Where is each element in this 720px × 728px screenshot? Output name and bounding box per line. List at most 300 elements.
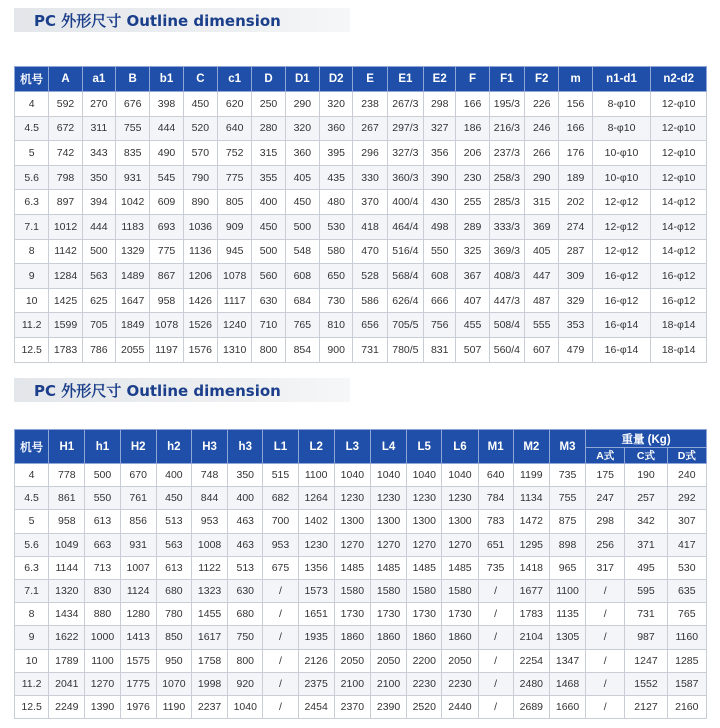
table-cell: 958 — [49, 510, 85, 533]
table-cell: 1078 — [218, 264, 252, 289]
table-cell: 861 — [49, 487, 85, 510]
table-cell: 5.6 — [15, 533, 49, 556]
table-cell: 765 — [667, 603, 706, 626]
table-cell: 292 — [667, 487, 706, 510]
table-cell: 490 — [150, 141, 183, 166]
table-cell: 1402 — [298, 510, 334, 533]
table-cell: 12-φ10 — [651, 92, 707, 117]
table-cell: 1142 — [49, 239, 82, 264]
table-cell: 400/4 — [387, 190, 423, 215]
table-cell: 1160 — [667, 626, 706, 649]
table-cell: 931 — [120, 533, 156, 556]
table-cell: 1849 — [116, 313, 150, 338]
table-cell: 626/4 — [387, 288, 423, 313]
table-cell: 548 — [285, 239, 319, 264]
table-cell: 1078 — [150, 313, 183, 338]
table-cell: 11.2 — [15, 672, 49, 695]
table-cell: 500 — [85, 464, 120, 487]
table-cell: 14-φ12 — [651, 190, 707, 215]
table-cell: 1485 — [370, 556, 406, 579]
table-cell: 444 — [82, 214, 115, 239]
table-cell: 463 — [228, 533, 263, 556]
table-cell: 369/3 — [489, 239, 524, 264]
table-cell: 2375 — [298, 672, 334, 695]
table-cell: 250 — [252, 92, 285, 117]
table-cell: 731 — [353, 337, 387, 362]
table-cell: 1124 — [120, 579, 156, 602]
table-cell: 390 — [424, 165, 456, 190]
table-cell: 1117 — [218, 288, 252, 313]
table-cell: 256 — [586, 533, 625, 556]
table-cell: 290 — [285, 92, 319, 117]
table-cell: 1036 — [183, 214, 217, 239]
table-row — [15, 487, 707, 510]
table-cell: 1976 — [120, 695, 156, 718]
table-cell: 480 — [320, 190, 353, 215]
table-cell: 798 — [49, 165, 82, 190]
weight-subheader: C式 — [625, 448, 667, 464]
table-cell: 563 — [156, 533, 191, 556]
table-cell: 1264 — [298, 487, 334, 510]
table-cell: 2050 — [334, 649, 370, 672]
table-cell: / — [478, 626, 513, 649]
table1-header-cell: F2 — [525, 67, 559, 92]
table-cell: 931 — [116, 165, 150, 190]
table-cell: 742 — [49, 141, 82, 166]
table1-header-cell: F1 — [489, 67, 524, 92]
table-cell: 280 — [252, 116, 285, 141]
table-cell: 1300 — [370, 510, 406, 533]
table-cell: 450 — [183, 92, 217, 117]
table-cell: 1575 — [120, 649, 156, 672]
table-cell: 298 — [424, 92, 456, 117]
table-row — [15, 510, 707, 533]
table-cell: 1000 — [85, 626, 120, 649]
table-cell: 1284 — [49, 264, 82, 289]
table-cell: 1390 — [85, 695, 120, 718]
table-cell: 950 — [156, 649, 191, 672]
table-cell: 7.1 — [15, 214, 49, 239]
table-cell: 5 — [15, 510, 49, 533]
outline-dimension-table-2 — [14, 429, 707, 719]
table-cell: 528 — [353, 264, 387, 289]
table-cell: 175 — [586, 464, 625, 487]
table-cell: 1485 — [442, 556, 478, 579]
table-cell: 2104 — [513, 626, 549, 649]
table-cell: 568/4 — [387, 264, 423, 289]
table-cell: 237/3 — [489, 141, 524, 166]
table-cell: 202 — [559, 190, 592, 215]
table-cell: / — [263, 603, 298, 626]
table1-header-cell: D2 — [320, 67, 353, 92]
table-cell: 9 — [15, 626, 49, 649]
table-cell: 398 — [150, 92, 183, 117]
table-cell: 560 — [252, 264, 285, 289]
table-cell: 1300 — [334, 510, 370, 533]
table-cell: 897 — [49, 190, 82, 215]
table-cell: 257 — [625, 487, 667, 510]
table-cell: 856 — [120, 510, 156, 533]
table-cell: 2055 — [116, 337, 150, 362]
table-cell: 1270 — [370, 533, 406, 556]
table-cell: 1758 — [191, 649, 227, 672]
table-cell: 1935 — [298, 626, 334, 649]
table-cell: 463 — [228, 510, 263, 533]
table-cell: 1860 — [334, 626, 370, 649]
table-cell: 755 — [116, 116, 150, 141]
table-cell: 2440 — [442, 695, 478, 718]
table-cell: 890 — [183, 190, 217, 215]
table-cell: 408/3 — [489, 264, 524, 289]
table-cell: 360/3 — [387, 165, 423, 190]
table-cell: 1730 — [334, 603, 370, 626]
table-cell: 226 — [525, 92, 559, 117]
table-cell: 371 — [625, 533, 667, 556]
table-cell: 356 — [424, 141, 456, 166]
table-cell: / — [478, 695, 513, 718]
table-cell: 1100 — [549, 579, 585, 602]
table-cell: 355 — [252, 165, 285, 190]
table-cell: 755 — [549, 487, 585, 510]
table-cell: 761 — [120, 487, 156, 510]
table-cell: 14-φ12 — [651, 214, 707, 239]
weight-subheader: A式 — [586, 448, 625, 464]
table-cell: 752 — [218, 141, 252, 166]
table-cell: 800 — [252, 337, 285, 362]
table-cell: 780/5 — [387, 337, 423, 362]
table-row — [15, 190, 707, 215]
table-cell: 1783 — [513, 603, 549, 626]
table2-header-cell: h1 — [85, 430, 120, 464]
table-row — [15, 579, 707, 602]
table-cell: 1622 — [49, 626, 85, 649]
table-cell: 5 — [15, 141, 49, 166]
table-cell: 1587 — [667, 672, 706, 695]
table2-header-cell: 机号 — [15, 430, 49, 464]
table-cell: 580 — [320, 239, 353, 264]
table-cell: 835 — [116, 141, 150, 166]
table-cell: 1295 — [513, 533, 549, 556]
table-cell: 500 — [285, 214, 319, 239]
table-cell: 285/3 — [489, 190, 524, 215]
table-cell: 705 — [82, 313, 115, 338]
table-cell: 1230 — [370, 487, 406, 510]
table-cell: 330 — [353, 165, 387, 190]
table-cell: 1134 — [513, 487, 549, 510]
table-cell: 563 — [82, 264, 115, 289]
section1-title-bar — [14, 8, 350, 32]
table-cell: 2689 — [513, 695, 549, 718]
table2-header-cell: H3 — [191, 430, 227, 464]
table-cell: 2230 — [407, 672, 442, 695]
table-cell: 290 — [525, 165, 559, 190]
table-cell: 16-φ12 — [592, 288, 651, 313]
table2-header-cell: M2 — [513, 430, 549, 464]
table-row — [15, 649, 707, 672]
table-cell: 274 — [559, 214, 592, 239]
table1-header-cell: 机号 — [15, 67, 49, 92]
table-cell: 2100 — [334, 672, 370, 695]
table-cell: 909 — [218, 214, 252, 239]
table-cell: 266 — [525, 141, 559, 166]
table-cell: 805 — [218, 190, 252, 215]
table-cell: 1434 — [49, 603, 85, 626]
table-cell: 12-φ12 — [592, 190, 651, 215]
table-cell: 550 — [85, 487, 120, 510]
table-cell: 1347 — [549, 649, 585, 672]
table-cell: 12-φ12 — [592, 214, 651, 239]
section2-title-bar — [14, 378, 350, 402]
table-cell: 1270 — [334, 533, 370, 556]
table1-header-cell: m — [559, 67, 592, 92]
table1-header-cell: n2-d2 — [651, 67, 707, 92]
table-cell: 12.5 — [15, 695, 49, 718]
table-cell: 216/3 — [489, 116, 524, 141]
table-cell: 507 — [456, 337, 489, 362]
table-cell: 1305 — [549, 626, 585, 649]
table-cell: 1040 — [228, 695, 263, 718]
table1-header-cell: B — [116, 67, 150, 92]
table-cell: / — [263, 579, 298, 602]
table-cell: 10 — [15, 288, 49, 313]
table-cell: 2050 — [442, 649, 478, 672]
table-cell: 1472 — [513, 510, 549, 533]
table-row — [15, 313, 707, 338]
table-cell: 2200 — [407, 649, 442, 672]
table-row — [15, 337, 707, 362]
table-cell: 405 — [285, 165, 319, 190]
table1-header-cell: c1 — [218, 67, 252, 92]
table-cell: 255 — [456, 190, 489, 215]
table2-header-cell: H2 — [120, 430, 156, 464]
table-cell: 607 — [525, 337, 559, 362]
table-cell: 296 — [353, 141, 387, 166]
table-cell: 1426 — [183, 288, 217, 313]
table-cell: 400 — [252, 190, 285, 215]
table-cell: 2050 — [370, 649, 406, 672]
table-cell: 7.1 — [15, 579, 49, 602]
table-cell: 1190 — [156, 695, 191, 718]
table-cell: 4 — [15, 464, 49, 487]
table-cell: 1468 — [549, 672, 585, 695]
table-cell: 1270 — [442, 533, 478, 556]
table1-header-cell: E1 — [387, 67, 423, 92]
table-cell: 2041 — [49, 672, 85, 695]
table-row — [15, 288, 707, 313]
table-cell: 8-φ10 — [592, 92, 651, 117]
table-cell: 1485 — [407, 556, 442, 579]
table-cell: 1580 — [442, 579, 478, 602]
table-cell: 246 — [525, 116, 559, 141]
table-cell: 156 — [559, 92, 592, 117]
table-cell: 400 — [156, 464, 191, 487]
table-cell: 530 — [667, 556, 706, 579]
outline-dimension-table-1 — [14, 66, 707, 363]
table-cell: / — [263, 695, 298, 718]
table-cell: 920 — [228, 672, 263, 695]
table-cell: 783 — [478, 510, 513, 533]
table-cell: 1485 — [334, 556, 370, 579]
table2-header-cell: h3 — [228, 430, 263, 464]
table-cell: 4.5 — [15, 116, 49, 141]
table-cell: 830 — [85, 579, 120, 602]
table1-header-row — [15, 67, 707, 92]
table-cell: 635 — [667, 579, 706, 602]
table-cell: 12.5 — [15, 337, 49, 362]
section2-title: PC 外形尺寸 Outline dimension — [34, 382, 281, 400]
table-cell: 2100 — [370, 672, 406, 695]
table-cell: 1040 — [334, 464, 370, 487]
table-cell: / — [586, 672, 625, 695]
table-cell: 1270 — [85, 672, 120, 695]
table-cell: 1100 — [298, 464, 334, 487]
table-cell: 317 — [586, 556, 625, 579]
table-cell: 6.3 — [15, 190, 49, 215]
table-cell: 1230 — [334, 487, 370, 510]
table-cell: 435 — [320, 165, 353, 190]
table-cell: 1651 — [298, 603, 334, 626]
table-cell: 850 — [156, 626, 191, 649]
table-cell: 315 — [525, 190, 559, 215]
table-cell: 9 — [15, 264, 49, 289]
table-cell: 513 — [156, 510, 191, 533]
table-cell: 8 — [15, 239, 49, 264]
table-cell: 513 — [228, 556, 263, 579]
table-cell: 447/3 — [489, 288, 524, 313]
table-cell: 676 — [116, 92, 150, 117]
table-cell: 470 — [353, 239, 387, 264]
table-cell: 965 — [549, 556, 585, 579]
table-cell: 329 — [559, 288, 592, 313]
table1-header-cell: D1 — [285, 67, 319, 92]
table-cell: 500 — [252, 239, 285, 264]
table-cell: 343 — [82, 141, 115, 166]
table-cell: 831 — [424, 337, 456, 362]
table-cell: 570 — [183, 141, 217, 166]
table-cell: 14-φ12 — [651, 239, 707, 264]
table-cell: 1617 — [191, 626, 227, 649]
table2-header-cell: L5 — [407, 430, 442, 464]
table-cell: 1860 — [442, 626, 478, 649]
table2-header-cell: M3 — [549, 430, 585, 464]
table-cell: 1730 — [370, 603, 406, 626]
table-cell: 230 — [456, 165, 489, 190]
table-cell: 289 — [456, 214, 489, 239]
table-cell: 775 — [218, 165, 252, 190]
table-cell: 682 — [263, 487, 298, 510]
table-cell: 1100 — [85, 649, 120, 672]
table-cell: 1199 — [513, 464, 549, 487]
table-cell: 1230 — [407, 487, 442, 510]
table-cell: 307 — [667, 510, 706, 533]
table-cell: 898 — [549, 533, 585, 556]
table-cell: / — [586, 626, 625, 649]
table-cell: 750 — [228, 626, 263, 649]
table2-header-cell: L4 — [370, 430, 406, 464]
table-cell: 640 — [478, 464, 513, 487]
table-cell: 325 — [456, 239, 489, 264]
table-cell: / — [478, 579, 513, 602]
table1-header-cell: E2 — [424, 67, 456, 92]
table-cell: 1049 — [49, 533, 85, 556]
table-cell: 1008 — [191, 533, 227, 556]
table-cell: 1040 — [442, 464, 478, 487]
table-cell: 487 — [525, 288, 559, 313]
table-cell: 370 — [353, 190, 387, 215]
table-cell: 700 — [263, 510, 298, 533]
table-cell: 900 — [320, 337, 353, 362]
table-cell: 16-φ14 — [592, 337, 651, 362]
table-cell: 5.6 — [15, 165, 49, 190]
table-cell: 495 — [625, 556, 667, 579]
table-cell: 10-φ10 — [592, 141, 651, 166]
table-cell: 176 — [559, 141, 592, 166]
table-cell: 784 — [478, 487, 513, 510]
table-cell: 520 — [183, 116, 217, 141]
table-cell: 407 — [456, 288, 489, 313]
table-cell: 735 — [478, 556, 513, 579]
table2-header-cell: L3 — [334, 430, 370, 464]
table-row — [15, 672, 707, 695]
table-cell: 1860 — [407, 626, 442, 649]
table-cell: 1526 — [183, 313, 217, 338]
table-cell: 6.3 — [15, 556, 49, 579]
table-cell: 650 — [320, 264, 353, 289]
table-cell: 693 — [150, 214, 183, 239]
weight-subheader: D式 — [667, 448, 706, 464]
table1-header-cell: F — [456, 67, 489, 92]
table-cell: / — [586, 695, 625, 718]
table-cell: 945 — [218, 239, 252, 264]
table-cell: 880 — [85, 603, 120, 626]
table-cell: 730 — [320, 288, 353, 313]
table-cell: 1580 — [370, 579, 406, 602]
table-cell: 656 — [353, 313, 387, 338]
table-cell: 680 — [156, 579, 191, 602]
table-cell: 1425 — [49, 288, 82, 313]
table-cell: 12-φ12 — [592, 239, 651, 264]
table-cell: 1197 — [150, 337, 183, 362]
table-cell: 550 — [424, 239, 456, 264]
table-cell: 350 — [228, 464, 263, 487]
table-cell: 680 — [228, 603, 263, 626]
table-cell: 1300 — [407, 510, 442, 533]
table-cell: 613 — [85, 510, 120, 533]
table-cell: 186 — [456, 116, 489, 141]
table-cell: 748 — [191, 464, 227, 487]
table2-header-cell: h2 — [156, 430, 191, 464]
table-cell: 2390 — [370, 695, 406, 718]
table-cell: 1320 — [49, 579, 85, 602]
table-cell: 16-φ12 — [651, 264, 707, 289]
table-cell: 206 — [456, 141, 489, 166]
table-cell: 418 — [353, 214, 387, 239]
table-cell: 1413 — [120, 626, 156, 649]
table-cell: / — [263, 649, 298, 672]
table-cell: 1489 — [116, 264, 150, 289]
table-cell: 630 — [228, 579, 263, 602]
table-cell: 1580 — [334, 579, 370, 602]
table-cell: 479 — [559, 337, 592, 362]
table-cell: 1247 — [625, 649, 667, 672]
table-cell: 1677 — [513, 579, 549, 602]
table-cell: 394 — [82, 190, 115, 215]
table-cell: 609 — [150, 190, 183, 215]
table-cell: 1323 — [191, 579, 227, 602]
table-cell: 810 — [320, 313, 353, 338]
table-cell: 867 — [150, 264, 183, 289]
table-row — [15, 533, 707, 556]
